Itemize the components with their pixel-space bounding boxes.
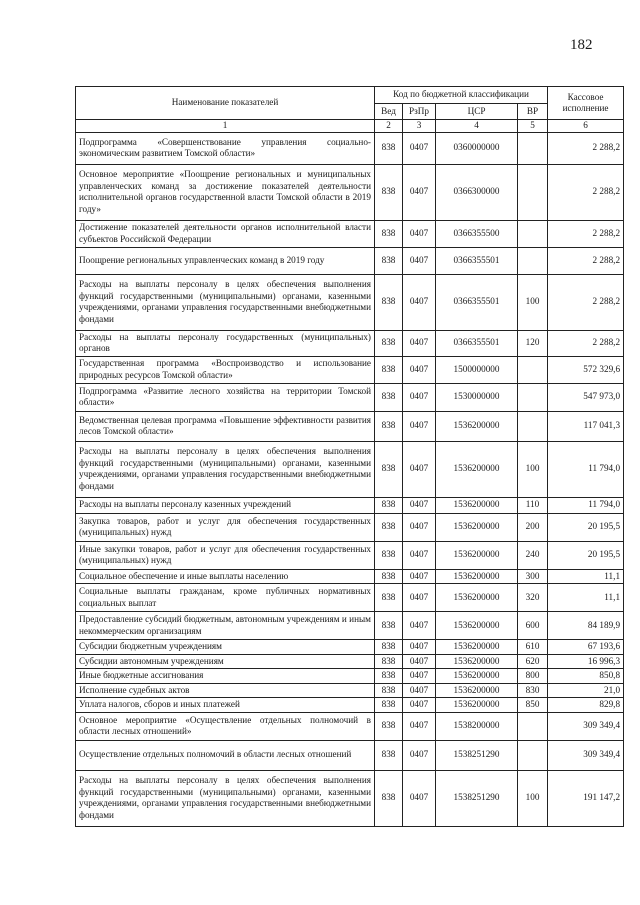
row-vr: 300 (518, 569, 548, 584)
table-row (76, 541, 624, 569)
row-vr (518, 356, 548, 383)
header-code-group: Код по бюджетной классификации (375, 87, 548, 104)
header-rzpr: РзПр (403, 104, 436, 120)
row-vr: 320 (518, 584, 548, 612)
row-name: Поощрение региональных управленческих команд в 2019 году (76, 247, 375, 274)
row-csr: 1536200000 (436, 497, 518, 513)
row-name: Расходы на выплаты персоналу в целях обеспечения выполнения функций государственными (муниципальными) органами, казенными учреждениями, органами управления государственными внебюджетными фондами (76, 274, 375, 330)
row-csr: 1538251290 (436, 770, 518, 826)
row-amount: 20 195,5 (548, 541, 624, 569)
row-csr: 1538251290 (436, 740, 518, 770)
column-number: 6 (548, 120, 624, 133)
row-ved: 838 (375, 441, 403, 497)
table-row (76, 164, 624, 220)
row-rzpr: 0407 (403, 383, 436, 411)
row-name: Достижение показателей деятельности органов исполнительной власти субъектов Российской Федерации (76, 220, 375, 247)
row-amount: 850,8 (548, 669, 624, 684)
row-ved: 838 (375, 274, 403, 330)
row-amount: 829,8 (548, 698, 624, 713)
row-ved: 838 (375, 740, 403, 770)
row-name: Основное мероприятие «Поощрение региональных и муниципальных управленческих команд за достижение показателей деятельности исполнительной органов государственной власти Томской области в 2019 году» (76, 164, 375, 220)
table-row (76, 274, 624, 330)
row-amount: 20 195,5 (548, 513, 624, 541)
row-name: Иные закупки товаров, работ и услуг для обеспечения государственных (муниципальных) нужд (76, 541, 375, 569)
row-amount: 11,1 (548, 569, 624, 584)
row-vr: 110 (518, 497, 548, 513)
row-name: Закупка товаров, работ и услуг для обеспечения государственных (муниципальных) нужд (76, 513, 375, 541)
row-amount: 309 349,4 (548, 740, 624, 770)
row-vr: 850 (518, 698, 548, 713)
row-name: Расходы на выплаты персоналу в целях обеспечения выполнения функций государственными (муниципальными) органами, казенными учреждениями, органами управления государственными внебюджетными фондами (76, 441, 375, 497)
column-numbers-row (76, 120, 624, 133)
row-ved: 838 (375, 683, 403, 698)
row-ved: 838 (375, 220, 403, 247)
row-amount: 572 329,6 (548, 356, 624, 383)
column-number: 1 (76, 120, 375, 133)
row-ved: 838 (375, 383, 403, 411)
table-row (76, 640, 624, 655)
row-vr: 240 (518, 541, 548, 569)
row-amount: 11 794,0 (548, 441, 624, 497)
row-name: Ведомственная целевая программа «Повышение эффективности развития лесов Томской области» (76, 411, 375, 441)
table-row (76, 669, 624, 684)
column-number: 5 (518, 120, 548, 133)
row-csr: 0366355501 (436, 330, 518, 356)
row-vr: 610 (518, 640, 548, 655)
row-vr: 100 (518, 441, 548, 497)
row-name: Осуществление отдельных полномочий в области лесных отношений (76, 740, 375, 770)
row-amount: 2 288,2 (548, 132, 624, 164)
header-name: Наименование показателей (76, 87, 375, 120)
row-amount: 2 288,2 (548, 247, 624, 274)
table-row (76, 132, 624, 164)
row-csr: 1536200000 (436, 683, 518, 698)
row-csr: 1500000000 (436, 356, 518, 383)
row-name: Расходы на выплаты персоналу в целях обеспечения выполнения функций государственными (муниципальными) органами, казенными учреждениями, органами управления государственными внебюджетными фондами (76, 770, 375, 826)
row-vr: 600 (518, 612, 548, 640)
row-csr: 1536200000 (436, 513, 518, 541)
row-vr: 100 (518, 770, 548, 826)
row-name: Иные бюджетные ассигнования (76, 669, 375, 684)
budget-table (75, 86, 624, 827)
row-name: Уплата налогов, сборов и иных платежей (76, 698, 375, 713)
row-name: Государственная программа «Воспроизводство и использование природных ресурсов Томской области» (76, 356, 375, 383)
column-number: 3 (403, 120, 436, 133)
row-csr: 1536200000 (436, 669, 518, 684)
row-csr: 1536200000 (436, 541, 518, 569)
row-rzpr: 0407 (403, 612, 436, 640)
row-name: Подпрограмма «Совершенствование управления социально-экономическим развитием Томской области» (76, 132, 375, 164)
row-csr: 1536200000 (436, 441, 518, 497)
row-rzpr: 0407 (403, 569, 436, 584)
row-csr: 0366300000 (436, 164, 518, 220)
row-amount: 16 996,3 (548, 654, 624, 669)
row-amount: 2 288,2 (548, 220, 624, 247)
row-rzpr: 0407 (403, 356, 436, 383)
table-row (76, 383, 624, 411)
row-csr: 0366355500 (436, 220, 518, 247)
column-number: 4 (436, 120, 518, 133)
row-vr: 620 (518, 654, 548, 669)
row-name: Субсидии бюджетным учреждениям (76, 640, 375, 655)
table-row (76, 513, 624, 541)
row-vr: 830 (518, 683, 548, 698)
row-rzpr: 0407 (403, 497, 436, 513)
row-csr: 0360000000 (436, 132, 518, 164)
table-row (76, 411, 624, 441)
row-ved: 838 (375, 654, 403, 669)
row-rzpr: 0407 (403, 164, 436, 220)
row-rzpr: 0407 (403, 698, 436, 713)
row-ved: 838 (375, 541, 403, 569)
row-rzpr: 0407 (403, 770, 436, 826)
table-row (76, 698, 624, 713)
row-ved: 838 (375, 513, 403, 541)
row-csr: 1536200000 (436, 654, 518, 669)
row-name: Предоставление субсидий бюджетным, автономным учреждениям и иным некоммерческим организациям (76, 612, 375, 640)
row-rzpr: 0407 (403, 541, 436, 569)
table-row (76, 683, 624, 698)
table-row (76, 356, 624, 383)
table-row (76, 220, 624, 247)
row-rzpr: 0407 (403, 683, 436, 698)
row-name: Социальное обеспечение и иные выплаты населению (76, 569, 375, 584)
row-vr: 100 (518, 274, 548, 330)
row-amount: 117 041,3 (548, 411, 624, 441)
row-rzpr: 0407 (403, 132, 436, 164)
row-vr (518, 247, 548, 274)
row-amount: 547 973,0 (548, 383, 624, 411)
row-amount: 67 193,6 (548, 640, 624, 655)
header-amount: Кассовое исполнение (548, 87, 624, 120)
row-csr: 1536200000 (436, 584, 518, 612)
row-ved: 838 (375, 132, 403, 164)
row-ved: 838 (375, 712, 403, 740)
row-rzpr: 0407 (403, 584, 436, 612)
row-csr: 0366355501 (436, 274, 518, 330)
row-csr: 1536200000 (436, 698, 518, 713)
row-amount: 21,0 (548, 683, 624, 698)
row-rzpr: 0407 (403, 274, 436, 330)
column-number: 2 (375, 120, 403, 133)
row-rzpr: 0407 (403, 330, 436, 356)
row-rzpr: 0407 (403, 513, 436, 541)
row-name: Основное мероприятие «Осуществление отдельных полномочий в области лесных отношений» (76, 712, 375, 740)
table-row (76, 441, 624, 497)
row-ved: 838 (375, 497, 403, 513)
row-vr: 120 (518, 330, 548, 356)
header-vr: ВР (518, 104, 548, 120)
row-amount: 11 794,0 (548, 497, 624, 513)
table-row (76, 569, 624, 584)
row-vr (518, 740, 548, 770)
row-ved: 838 (375, 698, 403, 713)
table-body (76, 132, 624, 826)
row-rzpr: 0407 (403, 411, 436, 441)
row-csr: 1536200000 (436, 640, 518, 655)
row-amount: 309 349,4 (548, 712, 624, 740)
row-rzpr: 0407 (403, 712, 436, 740)
row-csr: 1538200000 (436, 712, 518, 740)
row-ved: 838 (375, 612, 403, 640)
row-ved: 838 (375, 411, 403, 441)
row-ved: 838 (375, 584, 403, 612)
row-vr: 800 (518, 669, 548, 684)
row-amount: 2 288,2 (548, 274, 624, 330)
table-row (76, 770, 624, 826)
row-ved: 838 (375, 640, 403, 655)
row-name: Расходы на выплаты персоналу государственных (муниципальных) органов (76, 330, 375, 356)
page-number: 182 (570, 37, 593, 53)
row-ved: 838 (375, 770, 403, 826)
row-name: Исполнение судебных актов (76, 683, 375, 698)
row-csr: 1536200000 (436, 569, 518, 584)
row-vr (518, 411, 548, 441)
row-ved: 838 (375, 330, 403, 356)
row-ved: 838 (375, 247, 403, 274)
row-rzpr: 0407 (403, 654, 436, 669)
row-amount: 191 147,2 (548, 770, 624, 826)
row-rzpr: 0407 (403, 669, 436, 684)
row-amount: 2 288,2 (548, 330, 624, 356)
row-csr: 0366355501 (436, 247, 518, 274)
header-csr: ЦСР (436, 104, 518, 120)
table-row (76, 584, 624, 612)
row-amount: 2 288,2 (548, 164, 624, 220)
table-row (76, 247, 624, 274)
row-rzpr: 0407 (403, 220, 436, 247)
row-amount: 84 189,9 (548, 612, 624, 640)
table-row (76, 612, 624, 640)
row-vr (518, 164, 548, 220)
row-vr: 200 (518, 513, 548, 541)
row-name: Расходы на выплаты персоналу казенных учреждений (76, 497, 375, 513)
table-row (76, 654, 624, 669)
row-vr (518, 220, 548, 247)
row-ved: 838 (375, 164, 403, 220)
row-name: Субсидии автономным учреждениям (76, 654, 375, 669)
row-csr: 1530000000 (436, 383, 518, 411)
row-vr (518, 383, 548, 411)
row-rzpr: 0407 (403, 247, 436, 274)
table-row (76, 712, 624, 740)
row-ved: 838 (375, 669, 403, 684)
row-amount: 11,1 (548, 584, 624, 612)
row-rzpr: 0407 (403, 740, 436, 770)
row-ved: 838 (375, 356, 403, 383)
row-name: Социальные выплаты гражданам, кроме публичных нормативных социальных выплат (76, 584, 375, 612)
row-name: Подпрограмма «Развитие лесного хозяйства на территории Томской области» (76, 383, 375, 411)
row-vr (518, 712, 548, 740)
row-csr: 1536200000 (436, 411, 518, 441)
row-ved: 838 (375, 569, 403, 584)
row-csr: 1536200000 (436, 612, 518, 640)
table-row (76, 330, 624, 356)
row-vr (518, 132, 548, 164)
table-row (76, 740, 624, 770)
row-rzpr: 0407 (403, 640, 436, 655)
header-ved: Вед (375, 104, 403, 120)
table-row (76, 497, 624, 513)
row-rzpr: 0407 (403, 441, 436, 497)
